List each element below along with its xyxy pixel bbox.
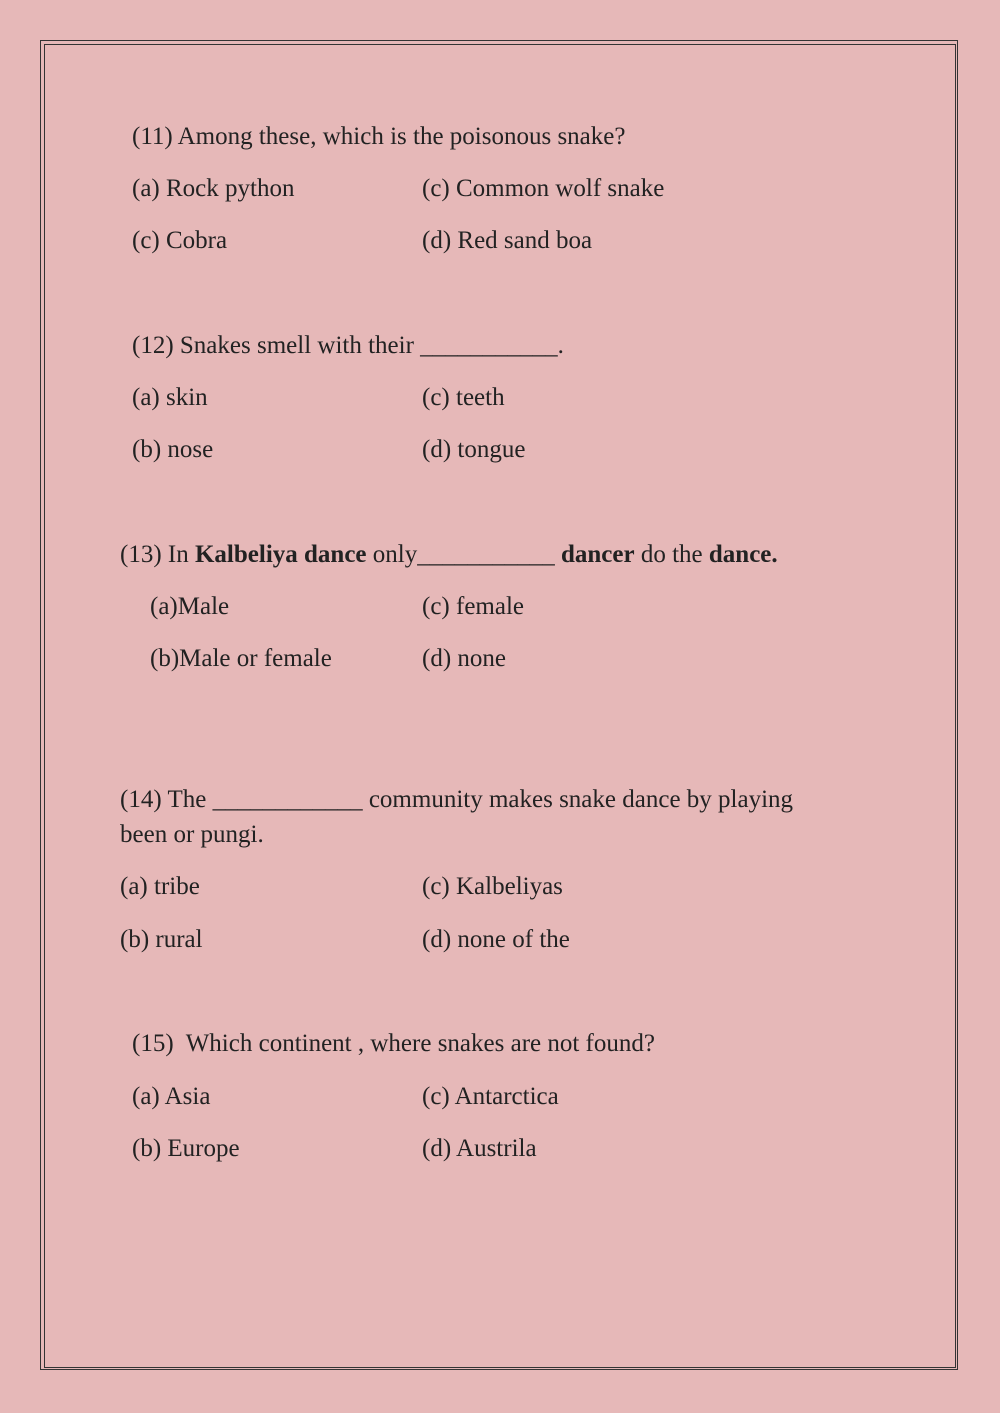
question-number: (15) <box>132 1030 174 1057</box>
question-text: Among these, which is the poisonous snake? <box>177 123 626 150</box>
question-14 <box>120 785 793 815</box>
option-a: (a) tribe <box>120 873 200 900</box>
option-d: (d) tongue <box>422 436 526 463</box>
question-11 <box>132 122 625 152</box>
option-c: (c) Common wolf snake <box>422 175 665 202</box>
option-a: (a) Asia <box>132 1083 211 1110</box>
question-text-part: only___________ <box>372 541 555 568</box>
question-text-bold: dance. <box>708 541 778 568</box>
question-text-part: do the <box>640 541 703 568</box>
question-12 <box>132 331 564 361</box>
option-a: (a) skin <box>132 384 208 411</box>
option-c-cobra: (c) Cobra <box>132 227 228 254</box>
question-number: (11) <box>132 123 173 150</box>
option-d: (d) Red sand boa <box>422 227 593 254</box>
option-d: (d) none of the <box>422 926 570 953</box>
question-number: (14) <box>120 786 162 813</box>
option-a: (a) Rock python <box>132 175 295 202</box>
question-number: (13) <box>120 541 162 568</box>
question-text-bold: Kalbeliya dance <box>194 541 367 568</box>
option-c: (c) Kalbeliyas <box>422 873 563 900</box>
question-text: Snakes smell with their ___________. <box>179 332 564 359</box>
option-b: (b)Male or female <box>150 645 332 672</box>
option-c: (c) Antarctica <box>422 1083 559 1110</box>
question-15 <box>132 1029 655 1059</box>
question-number: (12) <box>132 332 174 359</box>
option-b: (b) Europe <box>132 1135 240 1162</box>
option-d: (d) Austrila <box>422 1135 537 1162</box>
question-text: Which continent , where snakes are not found? <box>179 1030 655 1057</box>
question-text: The ____________ community makes snake dance by playing <box>167 786 794 813</box>
option-b: (b) nose <box>132 436 214 463</box>
question-text-bold: dancer <box>560 541 635 568</box>
option-a: (a)Male <box>150 593 230 620</box>
option-b: (b) rural <box>120 926 203 953</box>
option-c: (c) teeth <box>422 384 505 411</box>
option-d: (d) none <box>422 645 506 672</box>
option-c: (c) female <box>422 593 525 620</box>
question-13 <box>120 540 778 570</box>
question-14-line-2: been or pungi. <box>120 821 264 848</box>
question-text-part: In <box>167 541 189 568</box>
